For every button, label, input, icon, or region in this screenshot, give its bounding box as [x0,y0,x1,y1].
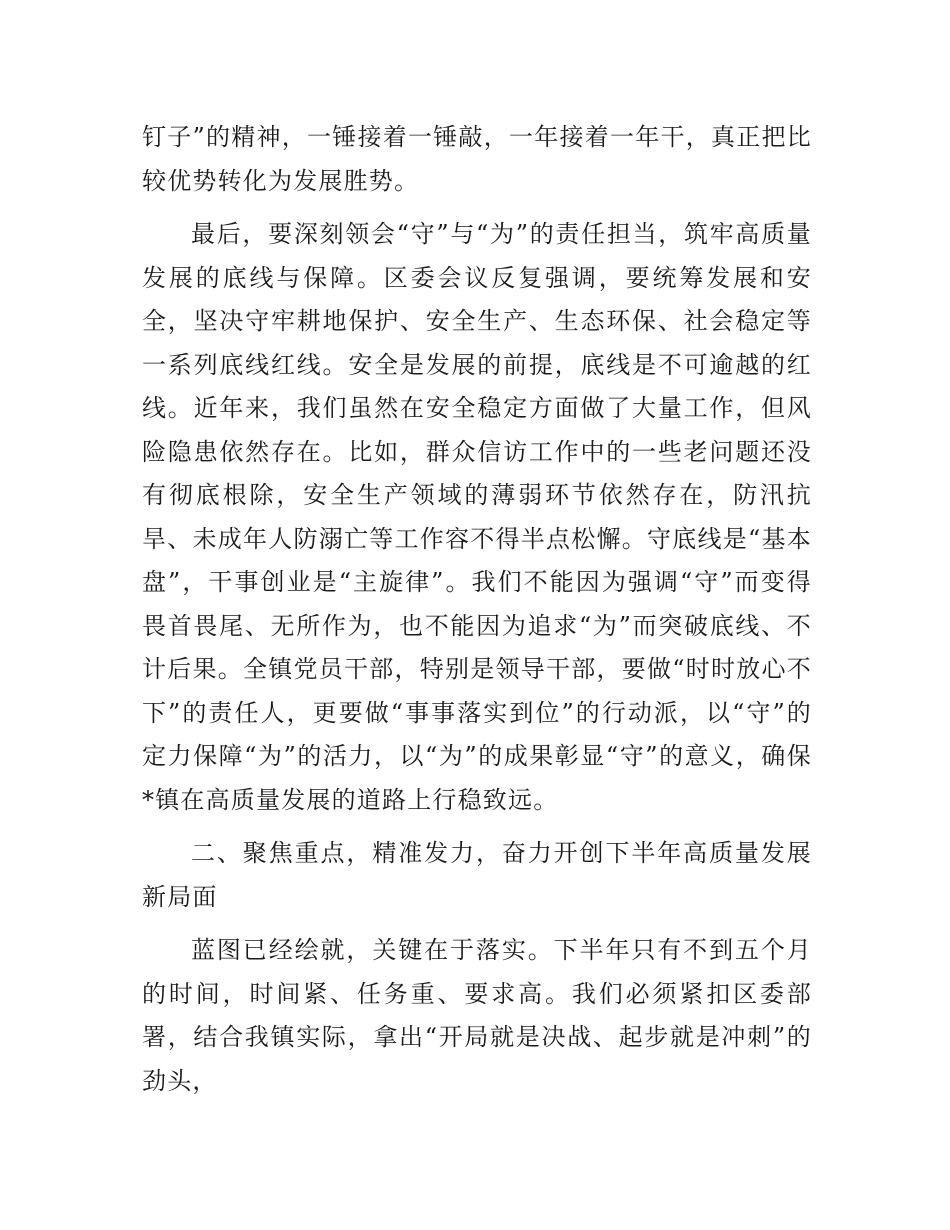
heading-text: 二、聚焦重点，精准发力，奋力开创下半年高质量发展新局面 [142,839,812,911]
section-heading [142,832,812,919]
paragraph-continuation [142,116,812,203]
paragraph-text: 蓝图已经绘就，关键在于落实。下半年只有不到五个月的时间，时间紧、任务重、要求高。我们必须紧扣区委部署，结合我镇实际，拿出“开局就是决战、起步就是冲刺”的劲头， [142,936,812,1095]
paragraph-implementation [142,929,812,1103]
paragraph-text: 最后，要深刻领会“守”与“为”的责任担当，筑牢高质量发展的底线与保障。区委会议反复强调，要统筹发展和安全，坚决守牢耕地保护、安全生产、生态环保、社会稳定等一系列底线红线。安全是发展的前提，底线是不可逾越的红线。近年来，我们虽然在安全稳定方面做了大量工作，但风险隐患依然存在。比如，群众信访工作中的一些老问题还没有彻底根除，安全生产领域的薄弱环节依然存在，防汛抗旱、未成年人防溺亡等工作容不得半点松懈。守底线是“基本盘”，干事创业是“主旋律”。我们不能因为强调“守”而变得畏首畏尾、无所作为，也不能因为追求“为”而突破底线、不计后果。全镇党员干部，特别是领导干部，要做“时时放心不下”的责任人，更要做“事事落实到位”的行动派，以“守”的定力保障“为”的活力，以“为”的成果彰显“守”的意义，确保*镇在高质量发展的道路上行稳致远。 [142,220,812,814]
paragraph-responsibility [142,213,812,822]
paragraph-text: 钉子”的精神，一锤接着一锤敲，一年接着一年干，真正把比较优势转化为发展胜势。 [142,123,812,195]
